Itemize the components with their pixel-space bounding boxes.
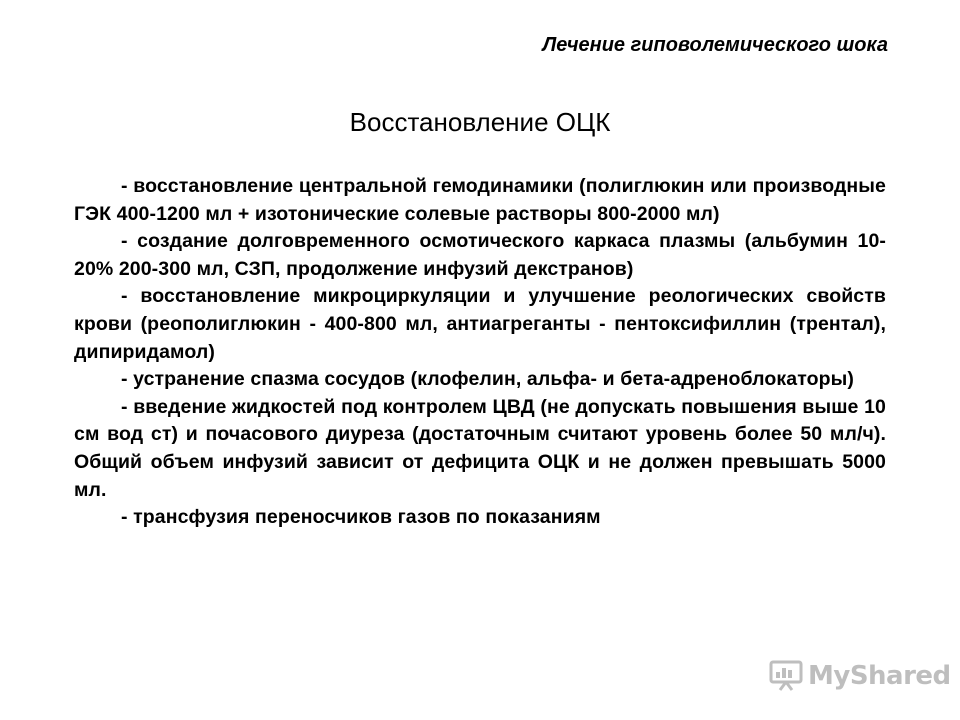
section-header: Лечение гиповолемического шока: [542, 34, 888, 56]
paragraph-osmotic-framework: - создание долговременного осмотического каркаса плазмы (альбумин 10-20% 200-300 мл, СЗП, продолжение инфузий декстранов): [74, 230, 886, 280]
paragraph-vascular-spasm: - устранение спазма сосудов (клофелин, альфа- и бета-адреноблокаторы): [121, 368, 854, 391]
watermark-logo: [768, 656, 951, 696]
paragraph-microcirculation: - восстановление микроциркуляции и улучшение реологических свойств крови (реополиглюкин - 400-800 мл, антиагреганты - пентоксифиллин (трентал), дипиридамол): [74, 285, 886, 363]
watermark-text: MyShared: [808, 661, 951, 691]
paragraph-central-hemodynamics: - восстановление центральной гемодинамики (полиглюкин или производные ГЭК 400-1200 мл + изотонические солевые растворы 800-2000 мл): [74, 175, 886, 225]
slide-body: [74, 173, 886, 532]
paragraph-fluid-control: - введение жидкостей под контролем ЦВД (не допускать повышения выше 10 см вод ст) и почасового диуреза (достаточным считают уровень более 50 мл/ч). Общий объем инфузий зависит от дефицита ОЦК и не должен превышать 5000 мл.: [74, 395, 886, 501]
presentation-board-icon: [768, 656, 804, 697]
paragraph-transfusion: - трансфузия переносчиков газов по показаниям: [121, 506, 601, 529]
slide-title: Восстановление ОЦК: [349, 107, 611, 137]
